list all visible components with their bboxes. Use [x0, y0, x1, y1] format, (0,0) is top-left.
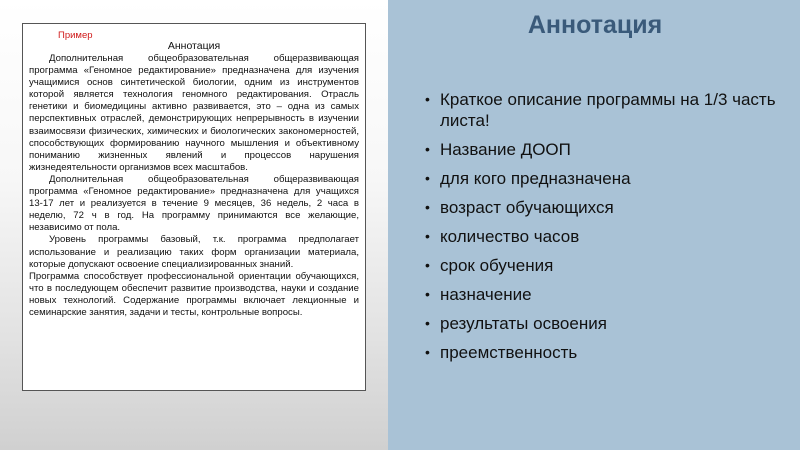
document-paragraph-1: Дополнительная общеобразовательная общеразвивающая программа «Геномное редактирование» предназначена для изучения учащимися основ синтетической биологии, одним из инструментов которой является технология геномного редактирования. Отрасль генетики и биомедицины активно развивается, это – одна из самых перспективных отраслей, демонстрирующих непрерывность в изучении взаимосвязи физических, химических и биологических закономерностей, способствующих формированию научного мышления и объективному пониманию жизненных явлений и процессов нарушения жизнедеятельности организмов всех масштабов. — [29, 53, 359, 173]
bullet-list — [420, 89, 790, 371]
slide-title: Аннотация — [527, 11, 663, 39]
bullet-item — [420, 284, 790, 305]
bullet-text: результаты освоения — [440, 314, 607, 333]
bullet-text: срок обучения — [440, 256, 554, 275]
bullet-item — [420, 89, 790, 131]
bullet-text: преемственность — [440, 343, 578, 362]
bullet-dot-icon: • — [425, 286, 430, 302]
example-label: Пример — [58, 30, 93, 41]
bullet-text: назначение — [440, 285, 532, 304]
document-title: Аннотация — [167, 40, 221, 52]
bullet-text: Название ДООП — [440, 140, 571, 159]
left-panel — [0, 0, 388, 450]
bullet-text: возраст обучающихся — [440, 198, 614, 217]
document-paragraph-4: Программа способствует профессиональной ориентации обучающихся, что в последующем обеспечит развитие производства, науки и создание новых технологий. Содержание программы включает лекционные и семинарские занятия, задачи и тесты, контрольные вопросы. — [29, 270, 359, 318]
bullet-dot-icon: • — [425, 228, 430, 244]
bullet-item — [420, 168, 790, 189]
bullet-text: для кого предназначена — [440, 169, 631, 188]
bullet-dot-icon: • — [425, 315, 430, 331]
bullet-item — [420, 226, 790, 247]
document-paragraph-3: Уровень программы базовый, т.к. программа предполагает использование и реализацию таких форм организации материала, которые допускают освоение специализированных знаний. — [29, 234, 359, 270]
document-paragraph-2: Дополнительная общеобразовательная общеразвивающая программа «Геномное редактирование» предназначена для учащихся 13-17 лет и реализуется в течение 9 месяцев, 36 недель, 2 часа в неделю, 72 ч в год. На программу принимаются все желающие, независимо от пола. — [29, 173, 359, 234]
bullet-item — [420, 342, 790, 363]
bullet-item — [420, 197, 790, 218]
bullet-dot-icon: • — [425, 170, 430, 186]
bullet-item — [420, 139, 790, 160]
bullet-dot-icon: • — [425, 199, 430, 215]
bullet-text: Краткое описание программы на 1/3 часть листа! — [440, 90, 776, 130]
bullet-dot-icon: • — [425, 91, 430, 107]
bullet-item — [420, 255, 790, 276]
bullet-text: количество часов — [440, 227, 580, 246]
bullet-dot-icon: • — [425, 141, 430, 157]
example-document — [22, 23, 366, 391]
bullet-dot-icon: • — [425, 344, 430, 360]
bullet-dot-icon: • — [425, 257, 430, 273]
bullet-item — [420, 313, 790, 334]
